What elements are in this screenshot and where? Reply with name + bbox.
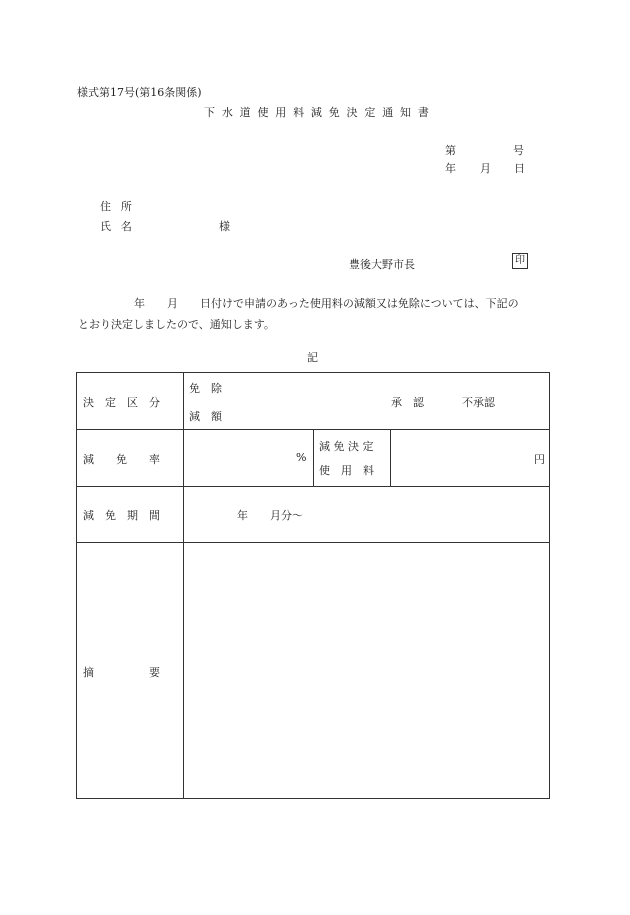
ki-heading: 記 (307, 351, 318, 364)
column-divider (313, 429, 314, 486)
yen-unit: 円 (534, 453, 545, 466)
reduction-period-label: 減 免 期 間 (83, 509, 160, 522)
decision-category-label: 決 定 区 分 (83, 396, 160, 409)
disapprove-option: 不承認 (462, 396, 495, 409)
issue-date-year: 年 (445, 162, 456, 175)
issue-date-day: 日 (514, 162, 525, 175)
issue-date-month: 月 (480, 162, 491, 175)
address-label: 住所 (100, 200, 142, 213)
notice-line-1: 年 月 日付けで申請のあった使用料の減額又は免除については、下記の (134, 297, 519, 310)
seal-mark: 印 (512, 253, 528, 269)
reduce-option: 減 額 (189, 410, 222, 423)
document-number-unit: 号 (513, 144, 524, 157)
column-divider (390, 429, 391, 486)
document-title: 下水道使用料減免決定通知書 (204, 106, 436, 119)
exempt-option: 免 除 (189, 382, 222, 395)
honorific: 様 (219, 220, 230, 233)
decided-fee-label-1: 減 免 決 定 (319, 440, 374, 453)
decided-fee-label-2: 使 用 料 (319, 464, 374, 477)
decision-table (76, 372, 550, 799)
approve-option: 承 認 (391, 396, 424, 409)
percent-unit: % (296, 451, 307, 464)
document-number-label: 第 (445, 144, 456, 157)
reduction-period-value: 年 月分～ (237, 509, 303, 522)
row-divider (77, 486, 549, 487)
reduction-rate-label: 減 免 率 (83, 453, 160, 466)
column-divider (183, 373, 184, 798)
form-number: 様式第17号(第16条関係) (77, 86, 202, 99)
issuer-name: 豊後大野市長 (349, 258, 415, 271)
notice-line-2: とおり決定しましたので、通知します。 (78, 318, 275, 331)
remarks-label: 摘 要 (83, 666, 160, 679)
notice-body (78, 293, 553, 335)
row-divider (77, 542, 549, 543)
name-label: 氏名 (100, 220, 142, 233)
